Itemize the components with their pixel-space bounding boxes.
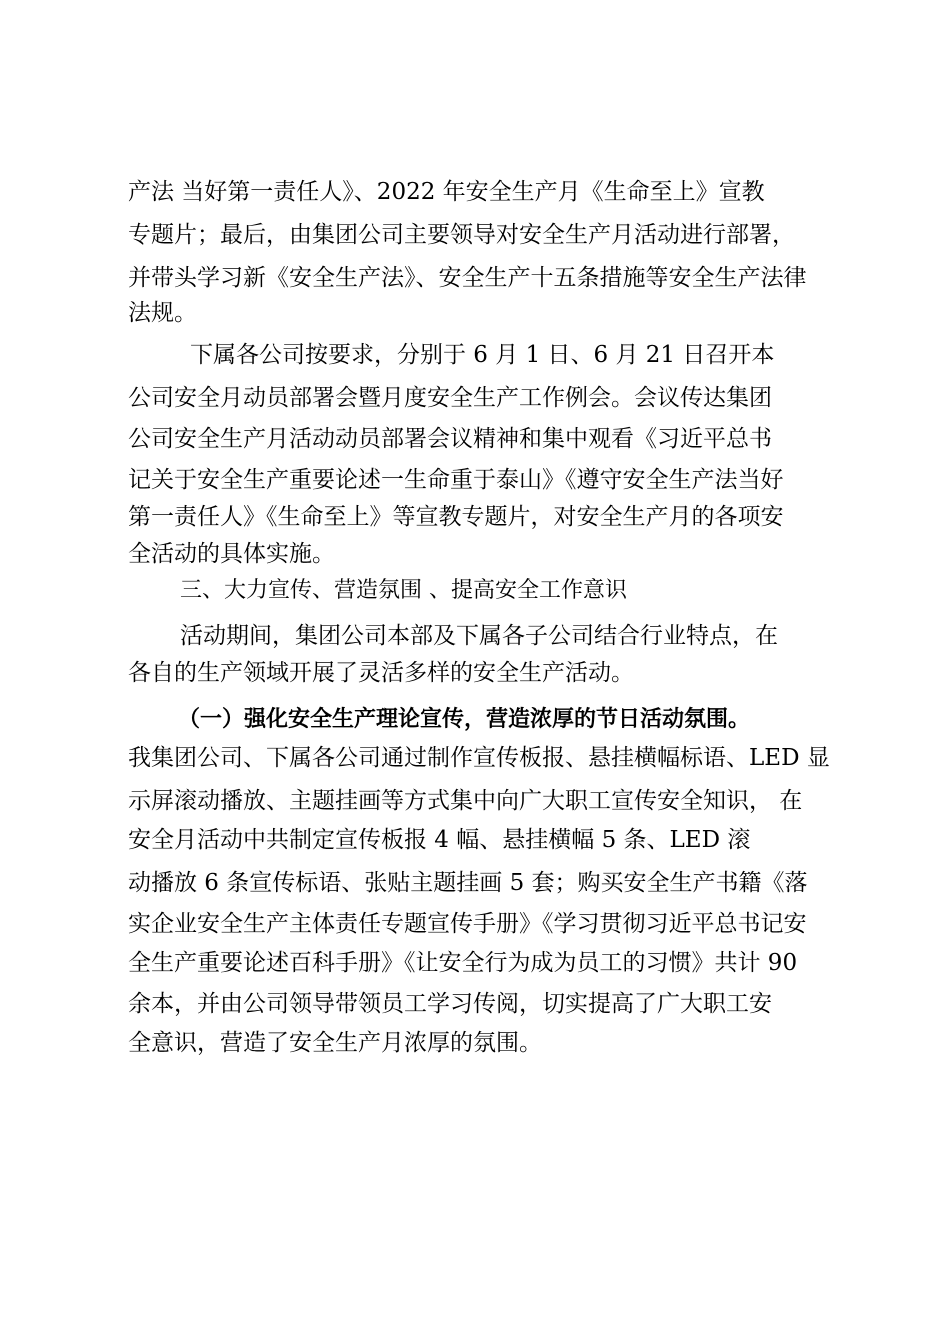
paragraph-line: 活动期间，集团公司本部及下属各子公司结合行业特点，在	[180, 623, 778, 649]
subsection-heading: （一）强化安全生产理论宣传，营造浓厚的节日活动氛围。	[178, 707, 751, 732]
paragraph-line: 全活动的具体实施。	[128, 541, 335, 567]
section-heading: 三、大力宣传、营造氛围 、提高安全工作意识	[180, 578, 627, 603]
paragraph-line: 安全月活动中共制定宣传板报 4 幅、悬挂横幅 5 条、LED 滚	[128, 827, 751, 853]
paragraph-line: 专题片；最后，由集团公司主要领导对安全生产月活动进行部署，	[128, 222, 795, 248]
paragraph-line: 法规。	[128, 300, 197, 326]
paragraph-line: 公司安全生产月活动动员部署会议精神和集中观看《习近平总书	[128, 426, 772, 452]
paragraph-line: 第一责任人》《生命至上》等宣教专题片，对安全生产月的各项安	[128, 504, 784, 530]
paragraph-line: 示屏滚动播放、主题挂画等方式集中向广大职工宣传安全知识， 在	[128, 788, 803, 814]
paragraph-line: 并带头学习新《安全生产法》、安全生产十五条措施等安全生产法律	[128, 265, 807, 291]
paragraph-line: 记关于安全生产重要论述一生命重于泰山》《遵守安全生产法当好	[128, 467, 784, 493]
paragraph-line: 公司安全月动员部署会暨月度安全生产工作例会。会议传达集团	[128, 385, 772, 411]
paragraph-line: 实企业安全生产主体责任专题宣传手册》《学习贯彻习近平总书记安	[128, 911, 807, 937]
paragraph-line: 各自的生产领域开展了灵活多样的安全生产活动。	[128, 660, 634, 686]
paragraph-line: 余本，并由公司领导带领员工学习传阅，切实提高了广大职工安	[128, 991, 772, 1017]
paragraph-line: 动播放 6 条宣传标语、张贴主题挂画 5 套；购买安全生产书籍《落	[128, 870, 808, 896]
paragraph-line: 全生产重要论述百科手册》《让安全行为成为员工的习惯》共计 90	[128, 950, 798, 976]
paragraph-line: 下属各公司按要求，分别于 6 月 1 日、6 月 21 日召开本	[190, 342, 775, 368]
paragraph-line: 全意识，营造了安全生产月浓厚的氛围。	[128, 1030, 542, 1056]
paragraph-line: 产法 当好第一责任人》、2022 年安全生产月《生命至上》宣教	[128, 179, 765, 205]
paragraph-line: 我集团公司、下属各公司通过制作宣传板报、悬挂横幅标语、LED 显	[128, 745, 830, 771]
